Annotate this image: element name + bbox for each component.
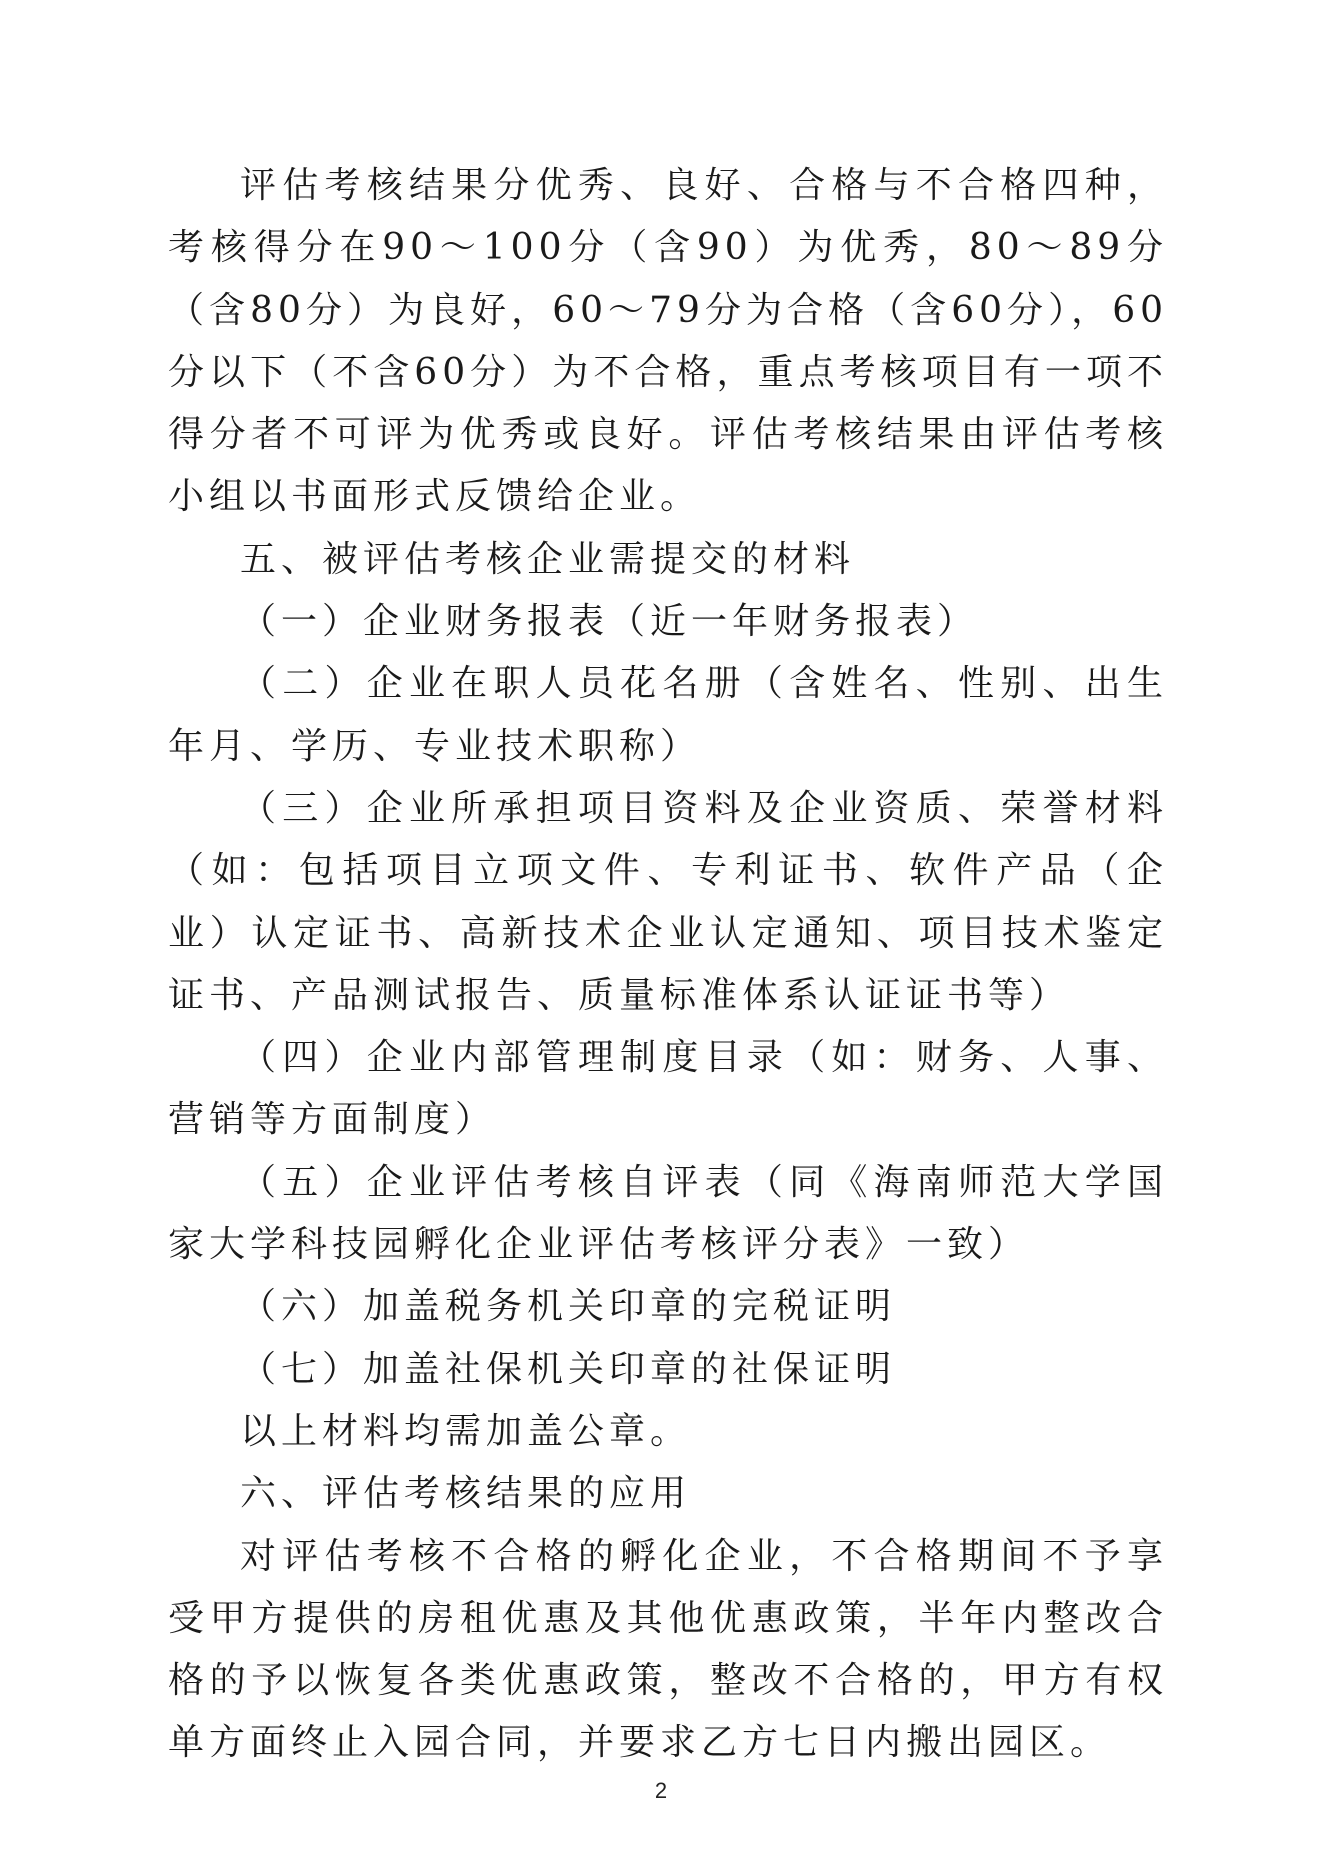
paragraph-assessment-results: 评估考核结果分优秀、良好、合格与不合格四种，考核得分在90～100分（含90）为优秀，80～89分（含80分）为良好，60～79分为合格（含60分），60分以下（不含60分）为不合格，重点考核项目有一项不得分者不可评为优秀或良好。评估考核结果由评估考核小组以书面形式反馈给企业。 [168, 165, 1168, 518]
list-item-self-assessment-form: （五）企业评估考核自评表（同《海南师范大学国家大学科技园孵化企业评估考核评分表》一致） [168, 1161, 1168, 1266]
list-item-management-rules: （四）企业内部管理制度目录（如：财务、人事、营销等方面制度） [168, 1037, 1168, 1141]
section-heading-required-materials: 五、被评估考核企业需提交的材料 [240, 538, 856, 580]
list-item-financial-statements: （一）企业财务报表（近一年财务报表） [240, 601, 979, 643]
list-item-social-security-certificate: （七）加盖社保机关印章的社保证明 [240, 1348, 897, 1390]
page-number: 2 [654, 1778, 668, 1803]
section-heading-result-application: 六、评估考核结果的应用 [240, 1473, 692, 1515]
paragraph-official-seal-note: 以上材料均需加盖公章。 [240, 1410, 692, 1452]
list-item-staff-roster: （二）企业在职人员花名册（含姓名、性别、出生年月、学历、专业技术职称） [168, 663, 1168, 767]
paragraph-result-application: 对评估考核不合格的孵化企业，不合格期间不予享受甲方提供的房租优惠及其他优惠政策，半年内整改合格的予以恢复各类优惠政策，整改不合格的，甲方有权单方面终止入园合同，并要求乙方七日内搬出园区。 [168, 1535, 1168, 1764]
document-body [168, 155, 1168, 1775]
list-item-tax-certificate: （六）加盖税务机关印章的完税证明 [240, 1286, 897, 1328]
list-item-project-materials: （三）企业所承担项目资料及企业资质、荣誉材料（如：包括项目立项文件、专利证书、软件产品（企业）认定证书、高新技术企业认定通知、项目技术鉴定证书、产品测试报告、质量标准体系认证证书等） [168, 787, 1168, 1016]
